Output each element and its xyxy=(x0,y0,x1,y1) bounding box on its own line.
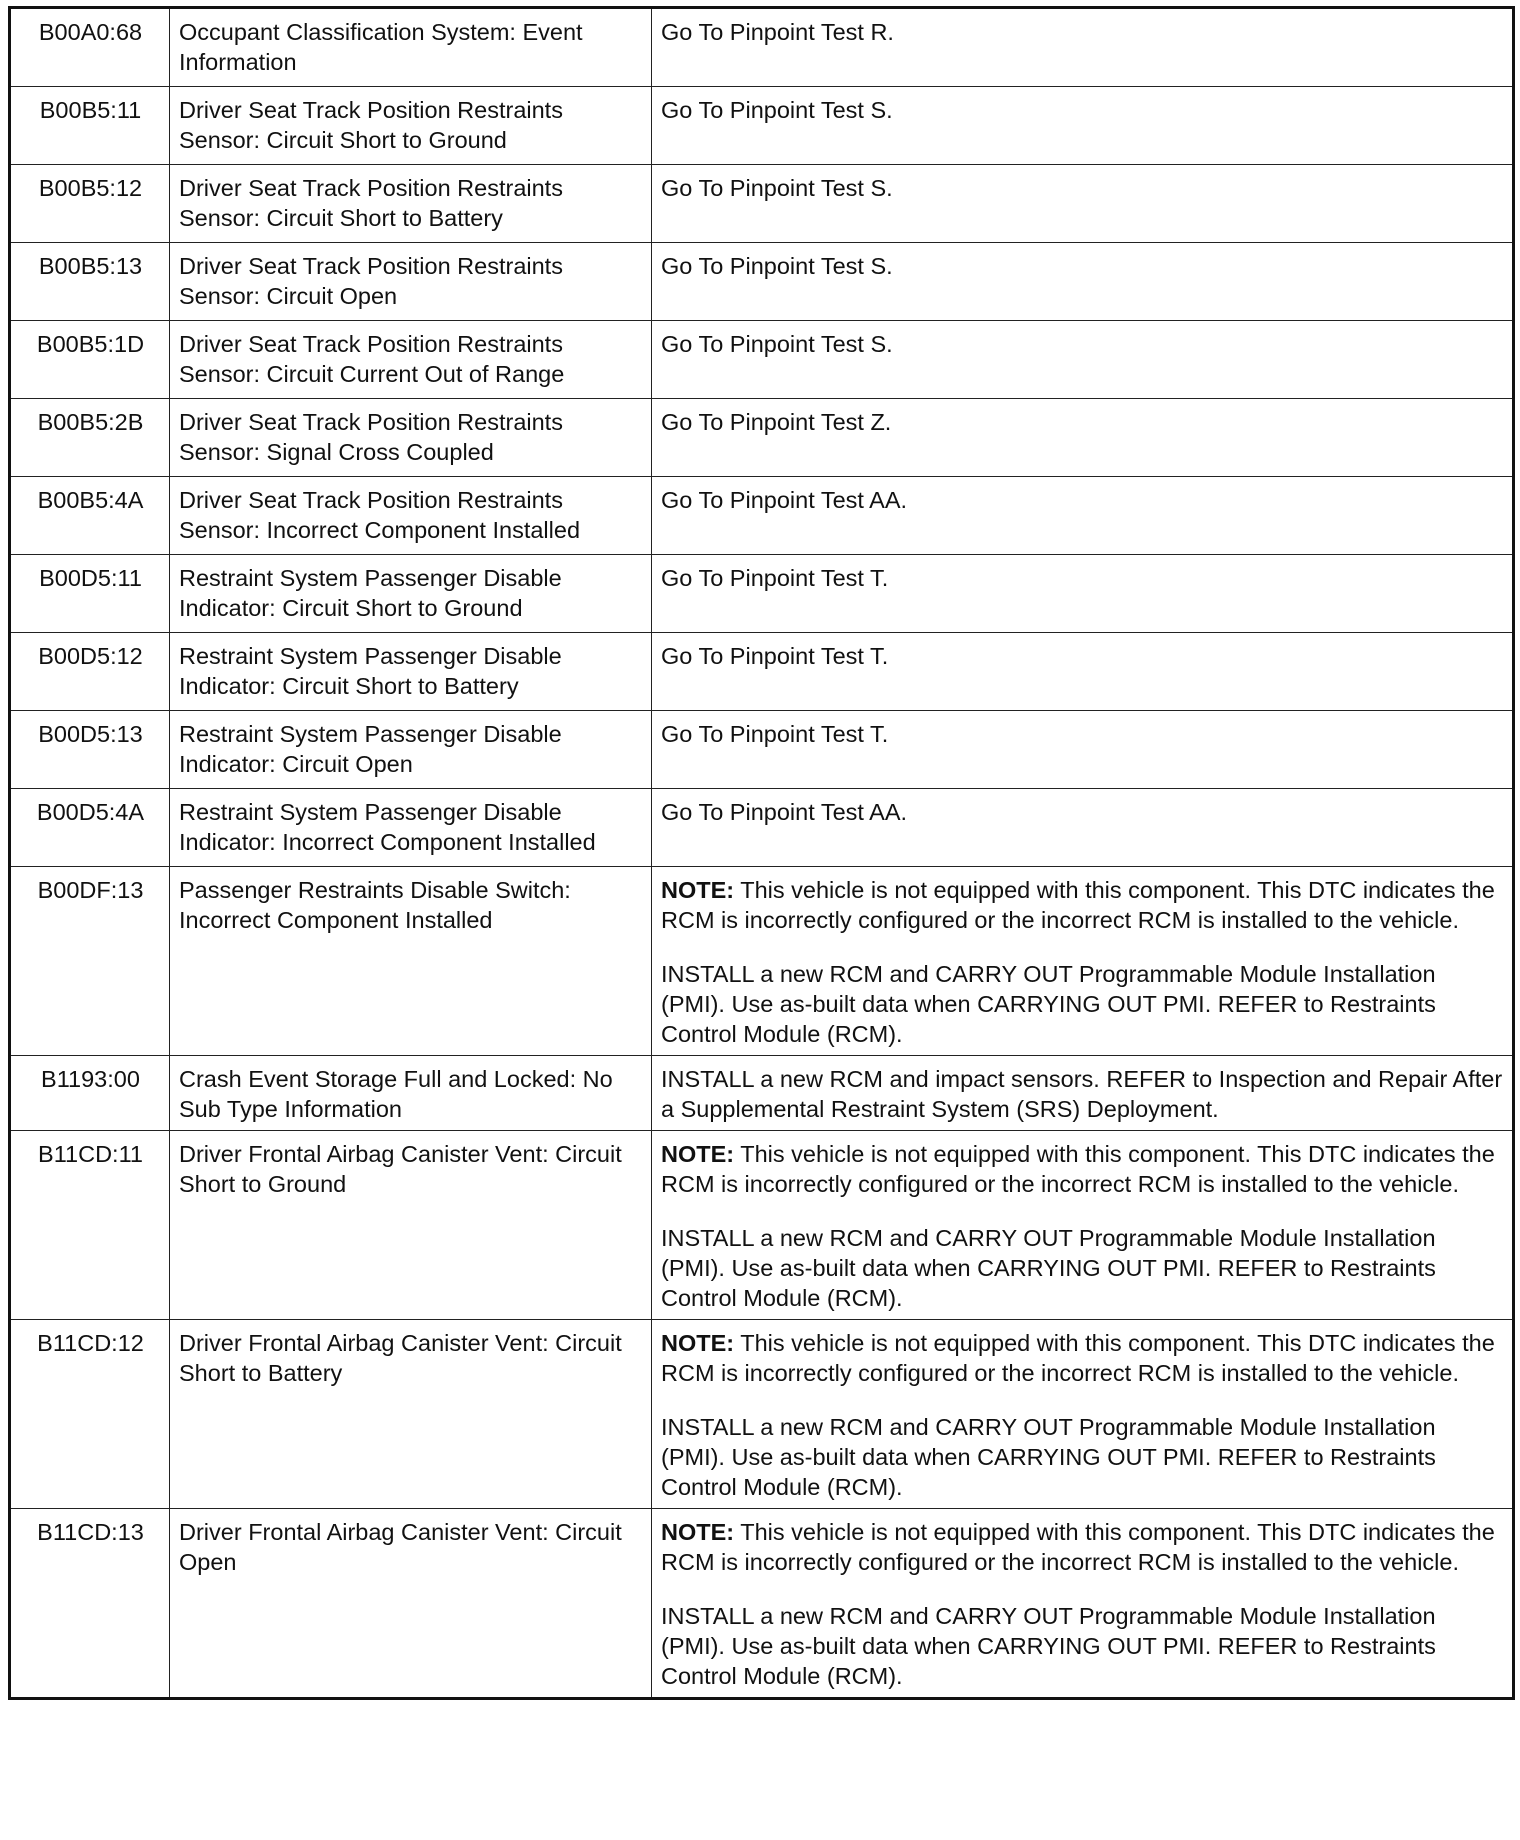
dtc-code: B1193:00 xyxy=(10,1056,170,1131)
table-row xyxy=(10,399,1514,477)
dtc-description: Driver Seat Track Position Restraints Sensor: Circuit Open xyxy=(170,243,652,321)
action-paragraph: Go To Pinpoint Test R. xyxy=(661,19,894,45)
dtc-description: Driver Frontal Airbag Canister Vent: Circuit Short to Ground xyxy=(170,1131,652,1320)
table-row xyxy=(10,321,1514,399)
dtc-description: Restraint System Passenger Disable Indicator: Circuit Open xyxy=(170,711,652,789)
action-paragraph: Go To Pinpoint Test AA. xyxy=(661,487,908,513)
dtc-description: Occupant Classification System: Event Information xyxy=(170,8,652,87)
dtc-code: B00B5:4A xyxy=(10,477,170,555)
dtc-code: B11CD:12 xyxy=(10,1320,170,1509)
dtc-description: Driver Frontal Airbag Canister Vent: Circuit Short to Battery xyxy=(170,1320,652,1509)
dtc-action xyxy=(652,711,1514,789)
note-label: NOTE: xyxy=(661,877,735,903)
dtc-code: B00B5:2B xyxy=(10,399,170,477)
dtc-table xyxy=(8,6,1515,1700)
note-label: NOTE: xyxy=(661,1330,735,1356)
dtc-action xyxy=(652,165,1514,243)
dtc-action xyxy=(652,633,1514,711)
note-paragraph xyxy=(661,875,1504,935)
action-paragraph: Go To Pinpoint Test T. xyxy=(661,721,889,747)
dtc-code: B00D5:4A xyxy=(10,789,170,867)
dtc-description: Passenger Restraints Disable Switch: Incorrect Component Installed xyxy=(170,867,652,1056)
action-paragraph: INSTALL a new RCM and CARRY OUT Programmable Module Installation (PMI). Use as-built data when CARRYING OUT PMI. REFER to Restraints Control Module (RCM). xyxy=(661,1414,1436,1500)
dtc-action xyxy=(652,87,1514,165)
dtc-description: Driver Seat Track Position Restraints Sensor: Circuit Current Out of Range xyxy=(170,321,652,399)
action-paragraph: Go To Pinpoint Test S. xyxy=(661,175,893,201)
table-row xyxy=(10,1320,1514,1509)
dtc-action xyxy=(652,8,1514,87)
dtc-code: B00DF:13 xyxy=(10,867,170,1056)
dtc-action xyxy=(652,1056,1514,1131)
action-paragraph: INSTALL a new RCM and CARRY OUT Programmable Module Installation (PMI). Use as-built data when CARRYING OUT PMI. REFER to Restraints Control Module (RCM). xyxy=(661,1603,1436,1689)
dtc-description: Restraint System Passenger Disable Indicator: Circuit Short to Ground xyxy=(170,555,652,633)
dtc-description: Driver Seat Track Position Restraints Sensor: Incorrect Component Installed xyxy=(170,477,652,555)
dtc-code: B11CD:13 xyxy=(10,1509,170,1699)
table-row xyxy=(10,87,1514,165)
dtc-code: B00D5:11 xyxy=(10,555,170,633)
dtc-table-body xyxy=(10,8,1514,1699)
dtc-description: Driver Seat Track Position Restraints Sensor: Circuit Short to Battery xyxy=(170,165,652,243)
action-paragraph: Go To Pinpoint Test AA. xyxy=(661,799,908,825)
table-row xyxy=(10,555,1514,633)
note-paragraph xyxy=(661,1328,1504,1388)
action-paragraph: Go To Pinpoint Test S. xyxy=(661,253,893,279)
dtc-code: B00D5:12 xyxy=(10,633,170,711)
dtc-code: B00B5:11 xyxy=(10,87,170,165)
table-row xyxy=(10,633,1514,711)
dtc-code: B00B5:12 xyxy=(10,165,170,243)
action-paragraph: INSTALL a new RCM and CARRY OUT Programmable Module Installation (PMI). Use as-built data when CARRYING OUT PMI. REFER to Restraints Control Module (RCM). xyxy=(661,961,1436,1047)
note-label: NOTE: xyxy=(661,1519,735,1545)
table-row xyxy=(10,165,1514,243)
action-paragraph: Go To Pinpoint Test Z. xyxy=(661,409,892,435)
dtc-code: B00B5:1D xyxy=(10,321,170,399)
dtc-action xyxy=(652,477,1514,555)
dtc-action xyxy=(652,789,1514,867)
action-paragraph: Go To Pinpoint Test S. xyxy=(661,97,893,123)
dtc-code: B11CD:11 xyxy=(10,1131,170,1320)
table-row xyxy=(10,711,1514,789)
dtc-action xyxy=(652,243,1514,321)
table-row xyxy=(10,1056,1514,1131)
dtc-description: Driver Frontal Airbag Canister Vent: Circuit Open xyxy=(170,1509,652,1699)
dtc-code: B00D5:13 xyxy=(10,711,170,789)
dtc-action xyxy=(652,867,1514,1056)
table-row xyxy=(10,243,1514,321)
dtc-action xyxy=(652,1320,1514,1509)
dtc-action xyxy=(652,555,1514,633)
note-text: This vehicle is not equipped with this component. This DTC indicates the RCM is incorrectly configured or the incorrect RCM is installed to the vehicle. xyxy=(661,877,1495,933)
dtc-description: Restraint System Passenger Disable Indicator: Incorrect Component Installed xyxy=(170,789,652,867)
note-text: This vehicle is not equipped with this component. This DTC indicates the RCM is incorrectly configured or the incorrect RCM is installed to the vehicle. xyxy=(661,1519,1495,1575)
action-paragraph: Go To Pinpoint Test S. xyxy=(661,331,893,357)
action-paragraph: INSTALL a new RCM and CARRY OUT Programmable Module Installation (PMI). Use as-built data when CARRYING OUT PMI. REFER to Restraints Control Module (RCM). xyxy=(661,1225,1436,1311)
note-text: This vehicle is not equipped with this component. This DTC indicates the RCM is incorrectly configured or the incorrect RCM is installed to the vehicle. xyxy=(661,1141,1495,1197)
table-row xyxy=(10,477,1514,555)
dtc-description: Driver Seat Track Position Restraints Sensor: Circuit Short to Ground xyxy=(170,87,652,165)
dtc-action xyxy=(652,399,1514,477)
table-row xyxy=(10,8,1514,87)
dtc-description: Crash Event Storage Full and Locked: No Sub Type Information xyxy=(170,1056,652,1131)
dtc-code: B00B5:13 xyxy=(10,243,170,321)
note-label: NOTE: xyxy=(661,1141,735,1167)
dtc-description: Driver Seat Track Position Restraints Sensor: Signal Cross Coupled xyxy=(170,399,652,477)
dtc-action xyxy=(652,1509,1514,1699)
dtc-action xyxy=(652,1131,1514,1320)
action-paragraph: Go To Pinpoint Test T. xyxy=(661,565,889,591)
action-paragraph: INSTALL a new RCM and impact sensors. REFER to Inspection and Repair After a Supplemental Restraint System (SRS) Deployment. xyxy=(661,1066,1503,1122)
dtc-action xyxy=(652,321,1514,399)
table-row xyxy=(10,1509,1514,1699)
table-row xyxy=(10,789,1514,867)
dtc-code: B00A0:68 xyxy=(10,8,170,87)
dtc-description: Restraint System Passenger Disable Indicator: Circuit Short to Battery xyxy=(170,633,652,711)
table-row xyxy=(10,867,1514,1056)
note-paragraph xyxy=(661,1517,1504,1577)
note-paragraph xyxy=(661,1139,1504,1199)
table-row xyxy=(10,1131,1514,1320)
action-paragraph: Go To Pinpoint Test T. xyxy=(661,643,889,669)
note-text: This vehicle is not equipped with this component. This DTC indicates the RCM is incorrectly configured or the incorrect RCM is installed to the vehicle. xyxy=(661,1330,1495,1386)
